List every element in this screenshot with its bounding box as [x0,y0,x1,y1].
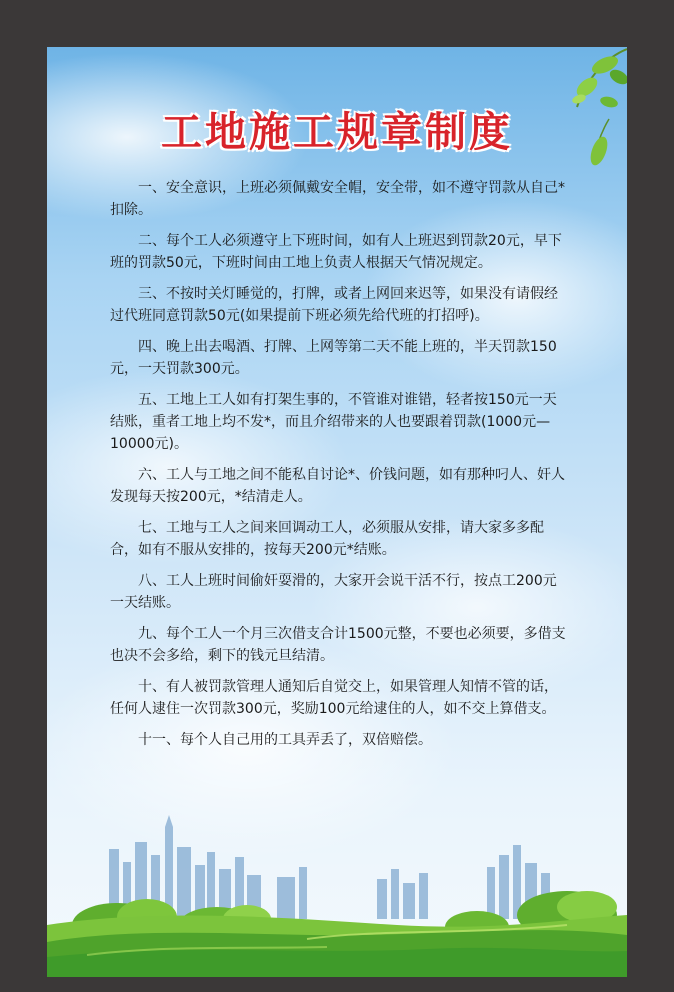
rule-item: 九、每个工人一个月三次借支合计1500元整，不要也必须要，多借支也决不会多给，剩下的钱元旦结清。 [110,626,566,664]
poster [47,47,627,977]
rule-item: 三、不按时关灯睡觉的，打牌，或者上网回来迟等，如果没有请假经过代班同意罚款50元(如果提前下班必须先给代班的打招呼)。 [110,286,558,324]
rule-item: 五、工地上工人如有打架生事的，不管谁对谁错，轻者按150元一天结账，重者工地上均不发*，而且介绍带来的人也要跟着罚款(1000元—10000元)。 [110,392,557,452]
rule-item: 十、有人被罚款管理人通知后自觉交上，如果管理人知情不管的话，任何人逮住一次罚款300元，奖励100元给逮住的人，如不交上算借支。 [110,679,558,717]
rule-item: 八、工人上班时间偷奸耍滑的，大家开会说干活不行，按点工200元一天结账。 [110,573,557,611]
rule-item: 七、工地与工人之间来回调动工人，必须服从安排，请大家多多配合，如有不服从安排的，按每天200元*结账。 [110,520,544,558]
rule-item: 二、每个工人必须遵守上下班时间，如有人上班迟到罚款20元，早下班的罚款50元，下班时间由工地上负责人根据天气情况规定。 [110,233,562,271]
rule-item: 一、安全意识，上班必须佩戴安全帽，安全带，如不遵守罚款从自己*扣除。 [110,180,565,218]
poster-title: 工地施工规章制度 [161,108,513,156]
rule-item: 六、工人与工地之间不能私自讨论*、价钱问题，如有那种叼人、奸人发现每天按200元，*结清走人。 [110,467,565,505]
city-skyline [109,815,550,919]
rule-item: 四、晚上出去喝酒、打牌、上网等第二天不能上班的，半天罚款150元，一天罚款300元。 [110,339,557,377]
city-grass-scene [47,807,627,977]
rules-list [110,177,570,760]
rule-item: 十一、每个人自己用的工具弄丢了，双倍赔偿。 [138,732,432,748]
